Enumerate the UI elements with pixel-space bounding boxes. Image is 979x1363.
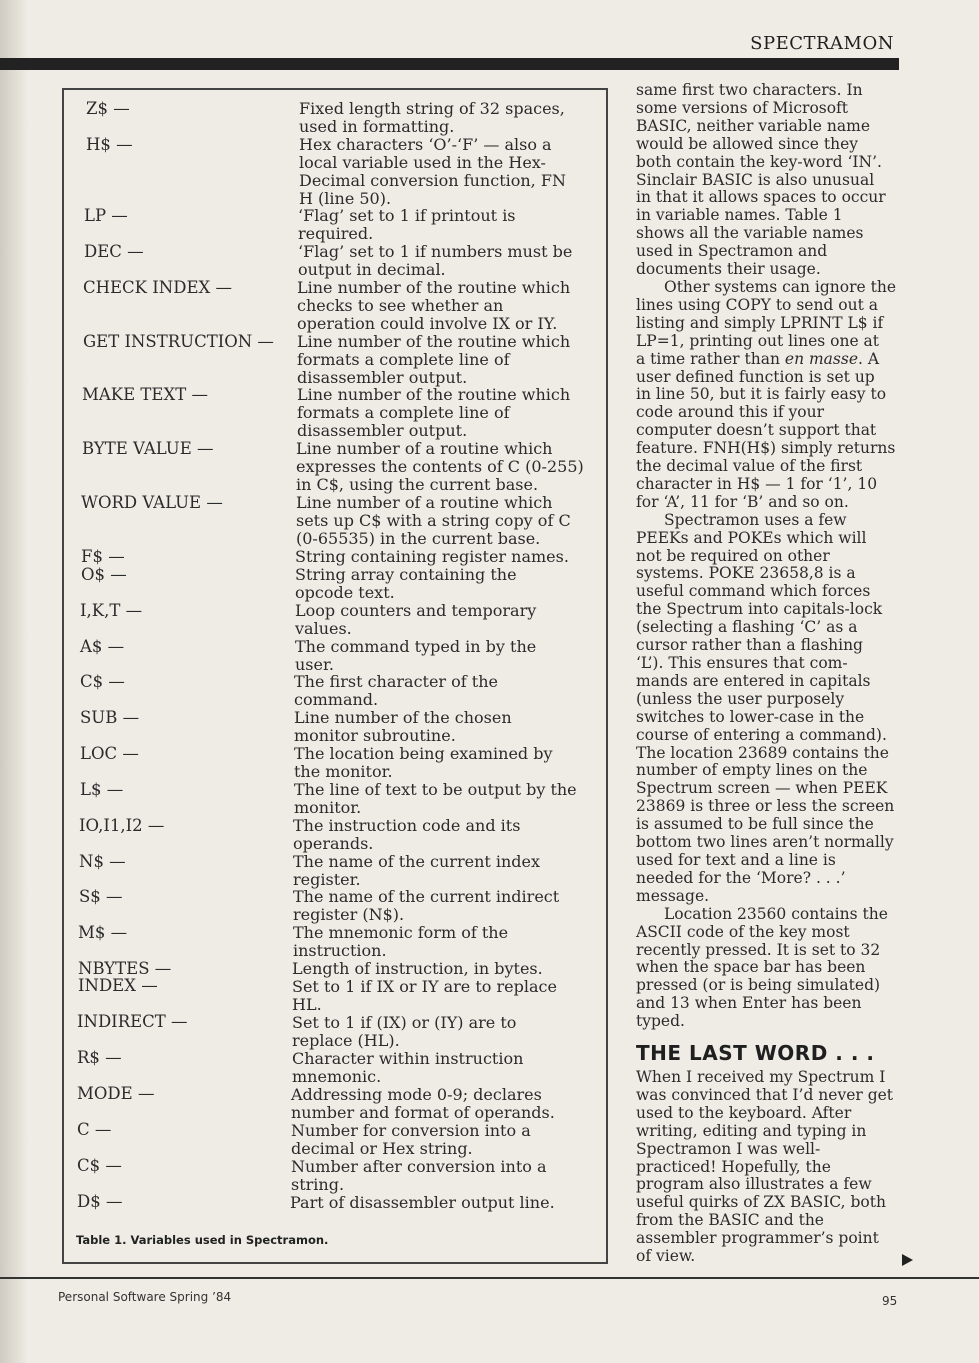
var-desc-nbytes: Length of instruction, in bytes. xyxy=(292,959,543,978)
var-desc-c-str: The first character of the command. xyxy=(294,672,499,709)
var-desc-mode: Addressing mode 0-9; declares number and format of operands. xyxy=(291,1085,555,1122)
var-desc-check-index: Line number of the routine which checks to see whether an operation could involve IX or IY. xyxy=(297,278,571,333)
var-desc-a: The command typed in by the user. xyxy=(295,637,537,674)
var-name-word-value: WORD VALUE — xyxy=(81,493,223,512)
var-name-f: F$ — xyxy=(81,547,125,566)
var-name-c-str-2: C$ — xyxy=(77,1156,122,1175)
var-desc-dec: ‘Flag’ set to 1 if numbers must be output in decimal. xyxy=(298,242,573,279)
article-paragraph-2 xyxy=(636,279,906,512)
var-desc-z: Fixed length string of 32 spaces, used in formatting. xyxy=(299,99,565,136)
var-name-o: O$ — xyxy=(81,565,127,584)
var-desc-c-str-2: Number after conversion into a string. xyxy=(291,1157,547,1194)
var-name-dec: DEC — xyxy=(84,242,144,261)
var-name-nbytes: NBYTES — xyxy=(78,959,172,978)
var-name-m: M$ — xyxy=(78,923,128,942)
var-name-indirect: INDIRECT — xyxy=(77,1012,188,1031)
var-desc-lp: ‘Flag’ set to 1 if printout is required. xyxy=(298,206,516,243)
var-name-z: Z$ — xyxy=(86,99,130,118)
var-desc-h: Hex characters ‘O’-‘F’ — also a local variable used in the Hex- Decimal conversion function, FN H (line 50). xyxy=(299,135,566,208)
var-name-lp: LP — xyxy=(84,206,128,225)
article-heading: THE LAST WORD . . . xyxy=(636,1041,875,1066)
article-paragraph-5: When I received my Spectrum I was convinced that I’d never get used to the keyboard. After writing, editing and typing in Spectramon I was well- practiced! Hopefully, the program also illustrates a few useful quirks of ZX BASIC, both from the BASIC and the assembler programmer’s point of view. xyxy=(636,1068,894,1266)
var-desc-m: The mnemonic form of the instruction. xyxy=(293,923,509,960)
var-desc-c: Number for conversion into a decimal or Hex string. xyxy=(291,1121,531,1158)
var-desc-l: The line of text to be output by the monitor. xyxy=(294,780,577,817)
var-name-sub: SUB — xyxy=(80,708,140,727)
var-name-r: R$ — xyxy=(77,1048,122,1067)
var-desc-f: String containing register names. xyxy=(295,547,569,566)
table-caption: Table 1. Variables used in Spectramon. xyxy=(76,1233,329,1247)
article-paragraph-1: same first two characters. In some versions of Microsoft BASIC, neither variable name would be allowed since they both contain the key-word ‘IN’. Sinclair BASIC is also unusual in that it allows spaces to occur in variable names. Table 1 shows all the variable names used in Spectramon and documents their usage. xyxy=(636,81,886,279)
var-desc-o: String array containing the opcode text. xyxy=(295,565,517,602)
article-paragraph-2-part-a: Other systems can ignore the lines using COPY to send out a listing and simply LPRINT L$ if LP=1, printing out lines one at a time rather than xyxy=(636,277,896,368)
var-desc-r: Character within instruction mnemonic. xyxy=(292,1049,524,1086)
var-desc-byte-value: Line number of a routine which expresses the contents of C (0-255) in C$, using the current base. xyxy=(296,439,584,494)
var-desc-index: Set to 1 if IX or IY are to replace HL. xyxy=(292,977,557,1014)
var-desc-io: The instruction code and its operands. xyxy=(293,816,521,853)
var-name-l: L$ — xyxy=(80,780,124,799)
var-name-get-instruction: GET INSTRUCTION — xyxy=(83,332,274,351)
var-desc-loc: The location being examined by the monitor. xyxy=(294,744,553,781)
article-column xyxy=(636,82,906,1266)
var-name-c: C — xyxy=(77,1120,112,1139)
article-paragraph-4: Location 23560 contains the ASCII code of the key most recently pressed. It is set to 32 when the space bar has been pressed (or is being simulated) and 13 when Enter has been typed. xyxy=(636,904,888,1031)
var-name-check-index: CHECK INDEX — xyxy=(83,278,232,297)
var-desc-ikt: Loop counters and temporary values. xyxy=(295,601,537,638)
article-paragraph-2-part-b: . A user defined function is set up in line 50, but it is fairly easy to code around this if your computer doesn’t support that feature. FNH(H$) simply returns the decimal value of the first character in H$ — 1 for ‘1’, 10 for ‘A’, 11 for ‘B’ and so on. xyxy=(636,349,896,511)
publication-name: Personal Software Spring ’84 xyxy=(58,1290,232,1304)
triangle-right-icon xyxy=(902,1254,913,1266)
var-name-s: S$ — xyxy=(79,887,123,906)
var-name-make-text: MAKE TEXT — xyxy=(82,385,208,404)
article-paragraph-3: Spectramon uses a few PEEKs and POKEs which will not be required on other systems. POKE 23658,8 is a useful command which forces the Spectrum into capitals-lock (selecting a flashing ‘C’ as a cursor rather than a flashing ‘L’). This ensures that com- mands are entered in capitals (unless the user purposely switches to lower-case in the course of entering a command). The location 23689 contains the number of empty lines on the Spectrum screen — when PEEK 23869 is three or less the screen is assumed to be full since the bottom two lines aren’t normally used for text and a line is needed for the ‘More? . . .’ message. xyxy=(636,510,895,905)
section-title: SPECTRAMON xyxy=(750,33,894,54)
var-desc-word-value: Line number of a routine which sets up C$ with a string copy of C (0-65535) in the current base. xyxy=(296,493,571,548)
header-rule xyxy=(0,58,899,70)
var-name-h: H$ — xyxy=(86,135,133,154)
var-name-a: A$ — xyxy=(80,637,125,656)
var-desc-make-text: Line number of the routine which formats a complete line of disassembler output. xyxy=(297,385,571,440)
footer-rule xyxy=(0,1277,979,1279)
var-name-mode: MODE — xyxy=(77,1084,155,1103)
page-number: 95 xyxy=(882,1294,898,1308)
var-desc-d: Part of disassembler output line. xyxy=(290,1193,555,1212)
var-name-index: INDEX — xyxy=(78,976,158,995)
var-name-c-str: C$ — xyxy=(80,672,125,691)
var-name-loc: LOC — xyxy=(80,744,139,763)
var-desc-s: The name of the current indirect register (N$). xyxy=(293,887,560,924)
page-binding-shadow xyxy=(0,0,28,1363)
var-name-ikt: I,K,T — xyxy=(80,601,143,620)
var-desc-n: The name of the current index register. xyxy=(293,852,541,889)
var-name-byte-value: BYTE VALUE — xyxy=(82,439,214,458)
var-name-d: D$ — xyxy=(77,1192,123,1211)
var-desc-indirect: Set to 1 if (IX) or (IY) are to replace (HL). xyxy=(292,1013,517,1050)
var-desc-sub: Line number of the chosen monitor subroutine. xyxy=(294,708,512,745)
var-name-io: IO,I1,I2 — xyxy=(79,816,165,835)
article-paragraph-2-emphasis: en masse xyxy=(784,349,858,368)
var-desc-get-instruction: Line number of the routine which formats a complete line of disassembler output. xyxy=(297,332,571,387)
var-name-n: N$ — xyxy=(79,852,126,871)
